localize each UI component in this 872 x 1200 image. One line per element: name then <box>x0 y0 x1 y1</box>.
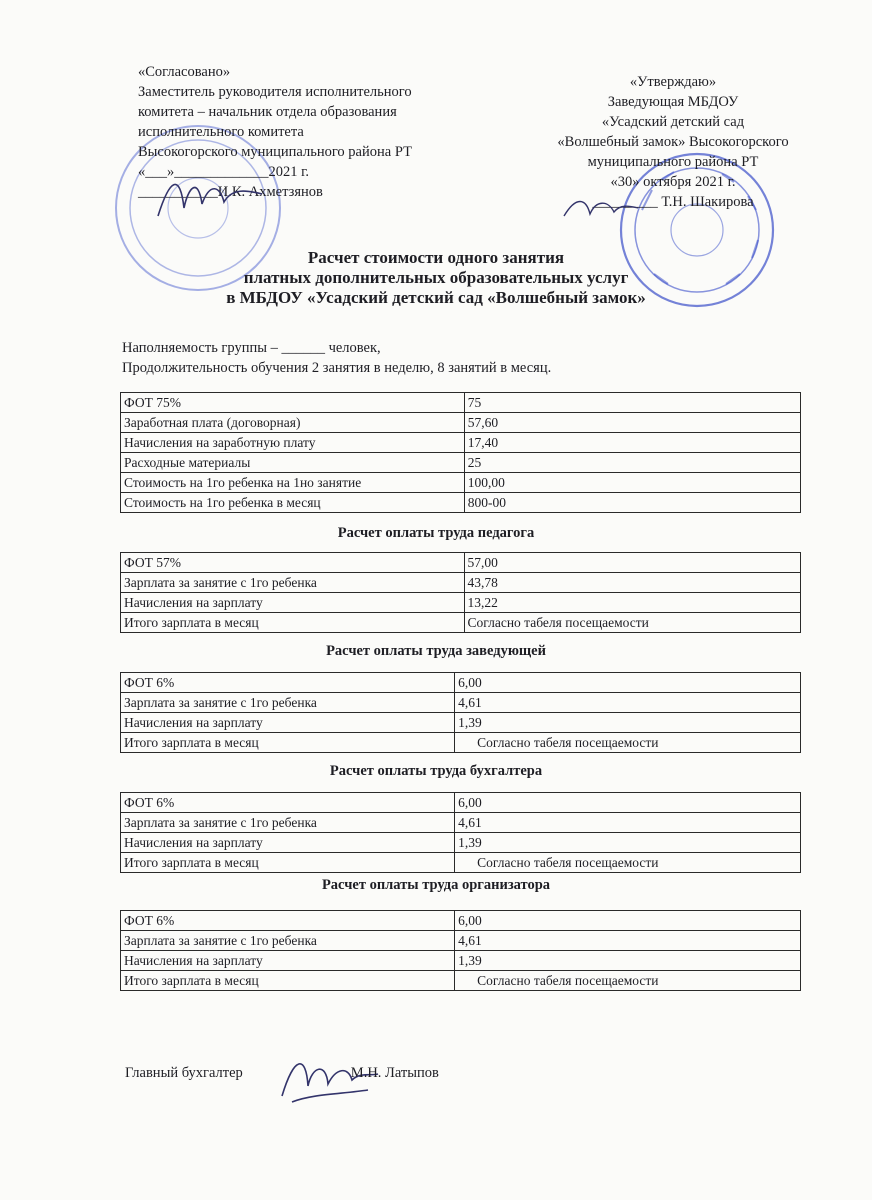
cost-label: Заработная плата (договорная) <box>121 413 465 433</box>
table-row <box>121 413 801 433</box>
teacher-table <box>120 552 801 633</box>
table-row <box>121 951 801 971</box>
row-value: 13,22 <box>464 593 801 613</box>
row-label: ФОТ 6% <box>121 911 455 931</box>
footer-name: М.Н. Латыпов <box>350 1065 439 1081</box>
footer-role: Главный бухгалтер <box>125 1065 243 1081</box>
cost-value: 57,60 <box>464 413 800 433</box>
row-value: 57,00 <box>464 553 801 573</box>
head-table <box>120 672 801 753</box>
row-label: Итого зарплата в месяц <box>121 971 455 991</box>
cost-label: ФОТ 75% <box>121 393 465 413</box>
table-row <box>121 733 801 753</box>
row-label: Зарплата за занятие с 1го ребенка <box>121 573 465 593</box>
row-label: Итого зарплата в месяц <box>121 613 465 633</box>
table-row <box>121 931 801 951</box>
row-label: Начисления на зарплату <box>121 713 455 733</box>
approval-right-title: «Утверждаю» <box>629 74 717 90</box>
table-row <box>121 393 801 413</box>
accountant-table <box>120 792 801 873</box>
row-value: Согласно табеля посещаемости <box>455 853 801 873</box>
section-title-head: Расчет оплаты труда заведующей <box>326 643 546 659</box>
table-row <box>121 433 801 453</box>
row-label: Начисления на зарплату <box>121 833 455 853</box>
approval-right-line4: муниципального района РТ <box>587 154 759 170</box>
approval-left-date: «___»_____________2021 г. <box>138 164 310 180</box>
row-value: Согласно табеля посещаемости <box>464 613 801 633</box>
cost-value: 100,00 <box>464 473 800 493</box>
footer-signoff <box>125 1065 439 1082</box>
row-value: 4,61 <box>455 693 801 713</box>
row-value: 6,00 <box>455 793 801 813</box>
cost-label: Стоимость на 1го ребенка в месяц <box>121 493 465 513</box>
section-title-accountant: Расчет оплаты труда бухгалтера <box>329 763 543 779</box>
row-value: 6,00 <box>455 673 801 693</box>
approval-right-line2: «Усадский детский сад <box>601 114 745 130</box>
row-label: Итого зарплата в месяц <box>121 853 455 873</box>
table-row <box>121 853 801 873</box>
table-row <box>121 573 801 593</box>
approval-right-signer: _________ Т.Н. Шакирова <box>592 194 754 210</box>
approval-right-line1: Заведующая МБДОУ <box>607 94 739 110</box>
duration-line: Продолжительность обучения 2 занятия в неделю, 8 занятий в месяц. <box>122 360 552 376</box>
group-size-line: Наполняемость группы – ______ человек, <box>122 340 381 356</box>
row-value: 6,00 <box>455 911 801 931</box>
approval-block-right <box>528 72 818 212</box>
table-row <box>121 553 801 573</box>
table-row <box>121 613 801 633</box>
row-label: Зарплата за занятие с 1го ребенка <box>121 931 455 951</box>
row-label: Итого зарплата в месяц <box>121 733 455 753</box>
approval-left-title: «Согласовано» <box>138 64 231 80</box>
intro-block <box>122 338 551 378</box>
cost-label: Расходные материалы <box>121 453 465 473</box>
approval-left-line3: исполнительного комитета <box>138 124 304 140</box>
table-row <box>121 493 801 513</box>
cost-label: Стоимость на 1го ребенка на 1но занятие <box>121 473 465 493</box>
table-row <box>121 713 801 733</box>
table-row <box>121 971 801 991</box>
row-label: ФОТ 6% <box>121 673 455 693</box>
approval-right-date: «30» октября 2021 г. <box>610 174 736 190</box>
section-title-teacher: Расчет оплаты труда педагога <box>337 525 535 541</box>
row-value: 4,61 <box>455 813 801 833</box>
heading-line2: платных дополнительных образовательных услуг <box>243 268 629 287</box>
row-value: Согласно табеля посещаемости <box>455 733 801 753</box>
table-row <box>121 813 801 833</box>
approval-left-line1: Заместитель руководителя исполнительного <box>138 84 412 100</box>
cost-value: 800-00 <box>464 493 800 513</box>
document-heading <box>0 248 872 308</box>
heading-line3: в МБДОУ «Усадский детский сад «Волшебный замок» <box>226 288 646 307</box>
row-label: ФОТ 57% <box>121 553 465 573</box>
row-label: Зарплата за занятие с 1го ребенка <box>121 693 455 713</box>
table-row <box>121 833 801 853</box>
table-row <box>121 593 801 613</box>
row-label: Начисления на зарплату <box>121 951 455 971</box>
table-row <box>121 693 801 713</box>
organizer-table <box>120 910 801 991</box>
table-row <box>121 673 801 693</box>
heading-line1: Расчет стоимости одного занятия <box>307 248 565 267</box>
table-row <box>121 453 801 473</box>
approval-right-line3: «Волшебный замок» Высокогорского <box>557 134 789 150</box>
signature-accountant <box>272 1050 382 1114</box>
table-row <box>121 793 801 813</box>
row-value: 1,39 <box>455 713 801 733</box>
row-value: Согласно табеля посещаемости <box>455 971 801 991</box>
row-label: Зарплата за занятие с 1го ребенка <box>121 813 455 833</box>
approval-left-line2: комитета – начальник отдела образования <box>138 104 397 120</box>
approval-left-line4: Высокогорского муниципального района РТ <box>138 144 412 160</box>
row-label: ФОТ 6% <box>121 793 455 813</box>
table-row <box>121 473 801 493</box>
cost-label: Начисления на заработную плату <box>121 433 465 453</box>
cost-value: 25 <box>464 453 800 473</box>
cost-value: 17,40 <box>464 433 800 453</box>
section-title-organizer: Расчет оплаты труда организатора <box>321 877 551 893</box>
table-row <box>121 911 801 931</box>
row-value: 1,39 <box>455 833 801 853</box>
approval-left-signer: ___________И.К. Ахметзянов <box>138 184 323 200</box>
cost-table <box>120 392 801 513</box>
approval-block-left <box>138 62 412 202</box>
row-value: 1,39 <box>455 951 801 971</box>
row-label: Начисления на зарплату <box>121 593 465 613</box>
row-value: 43,78 <box>464 573 801 593</box>
row-value: 4,61 <box>455 931 801 951</box>
cost-value: 75 <box>464 393 800 413</box>
